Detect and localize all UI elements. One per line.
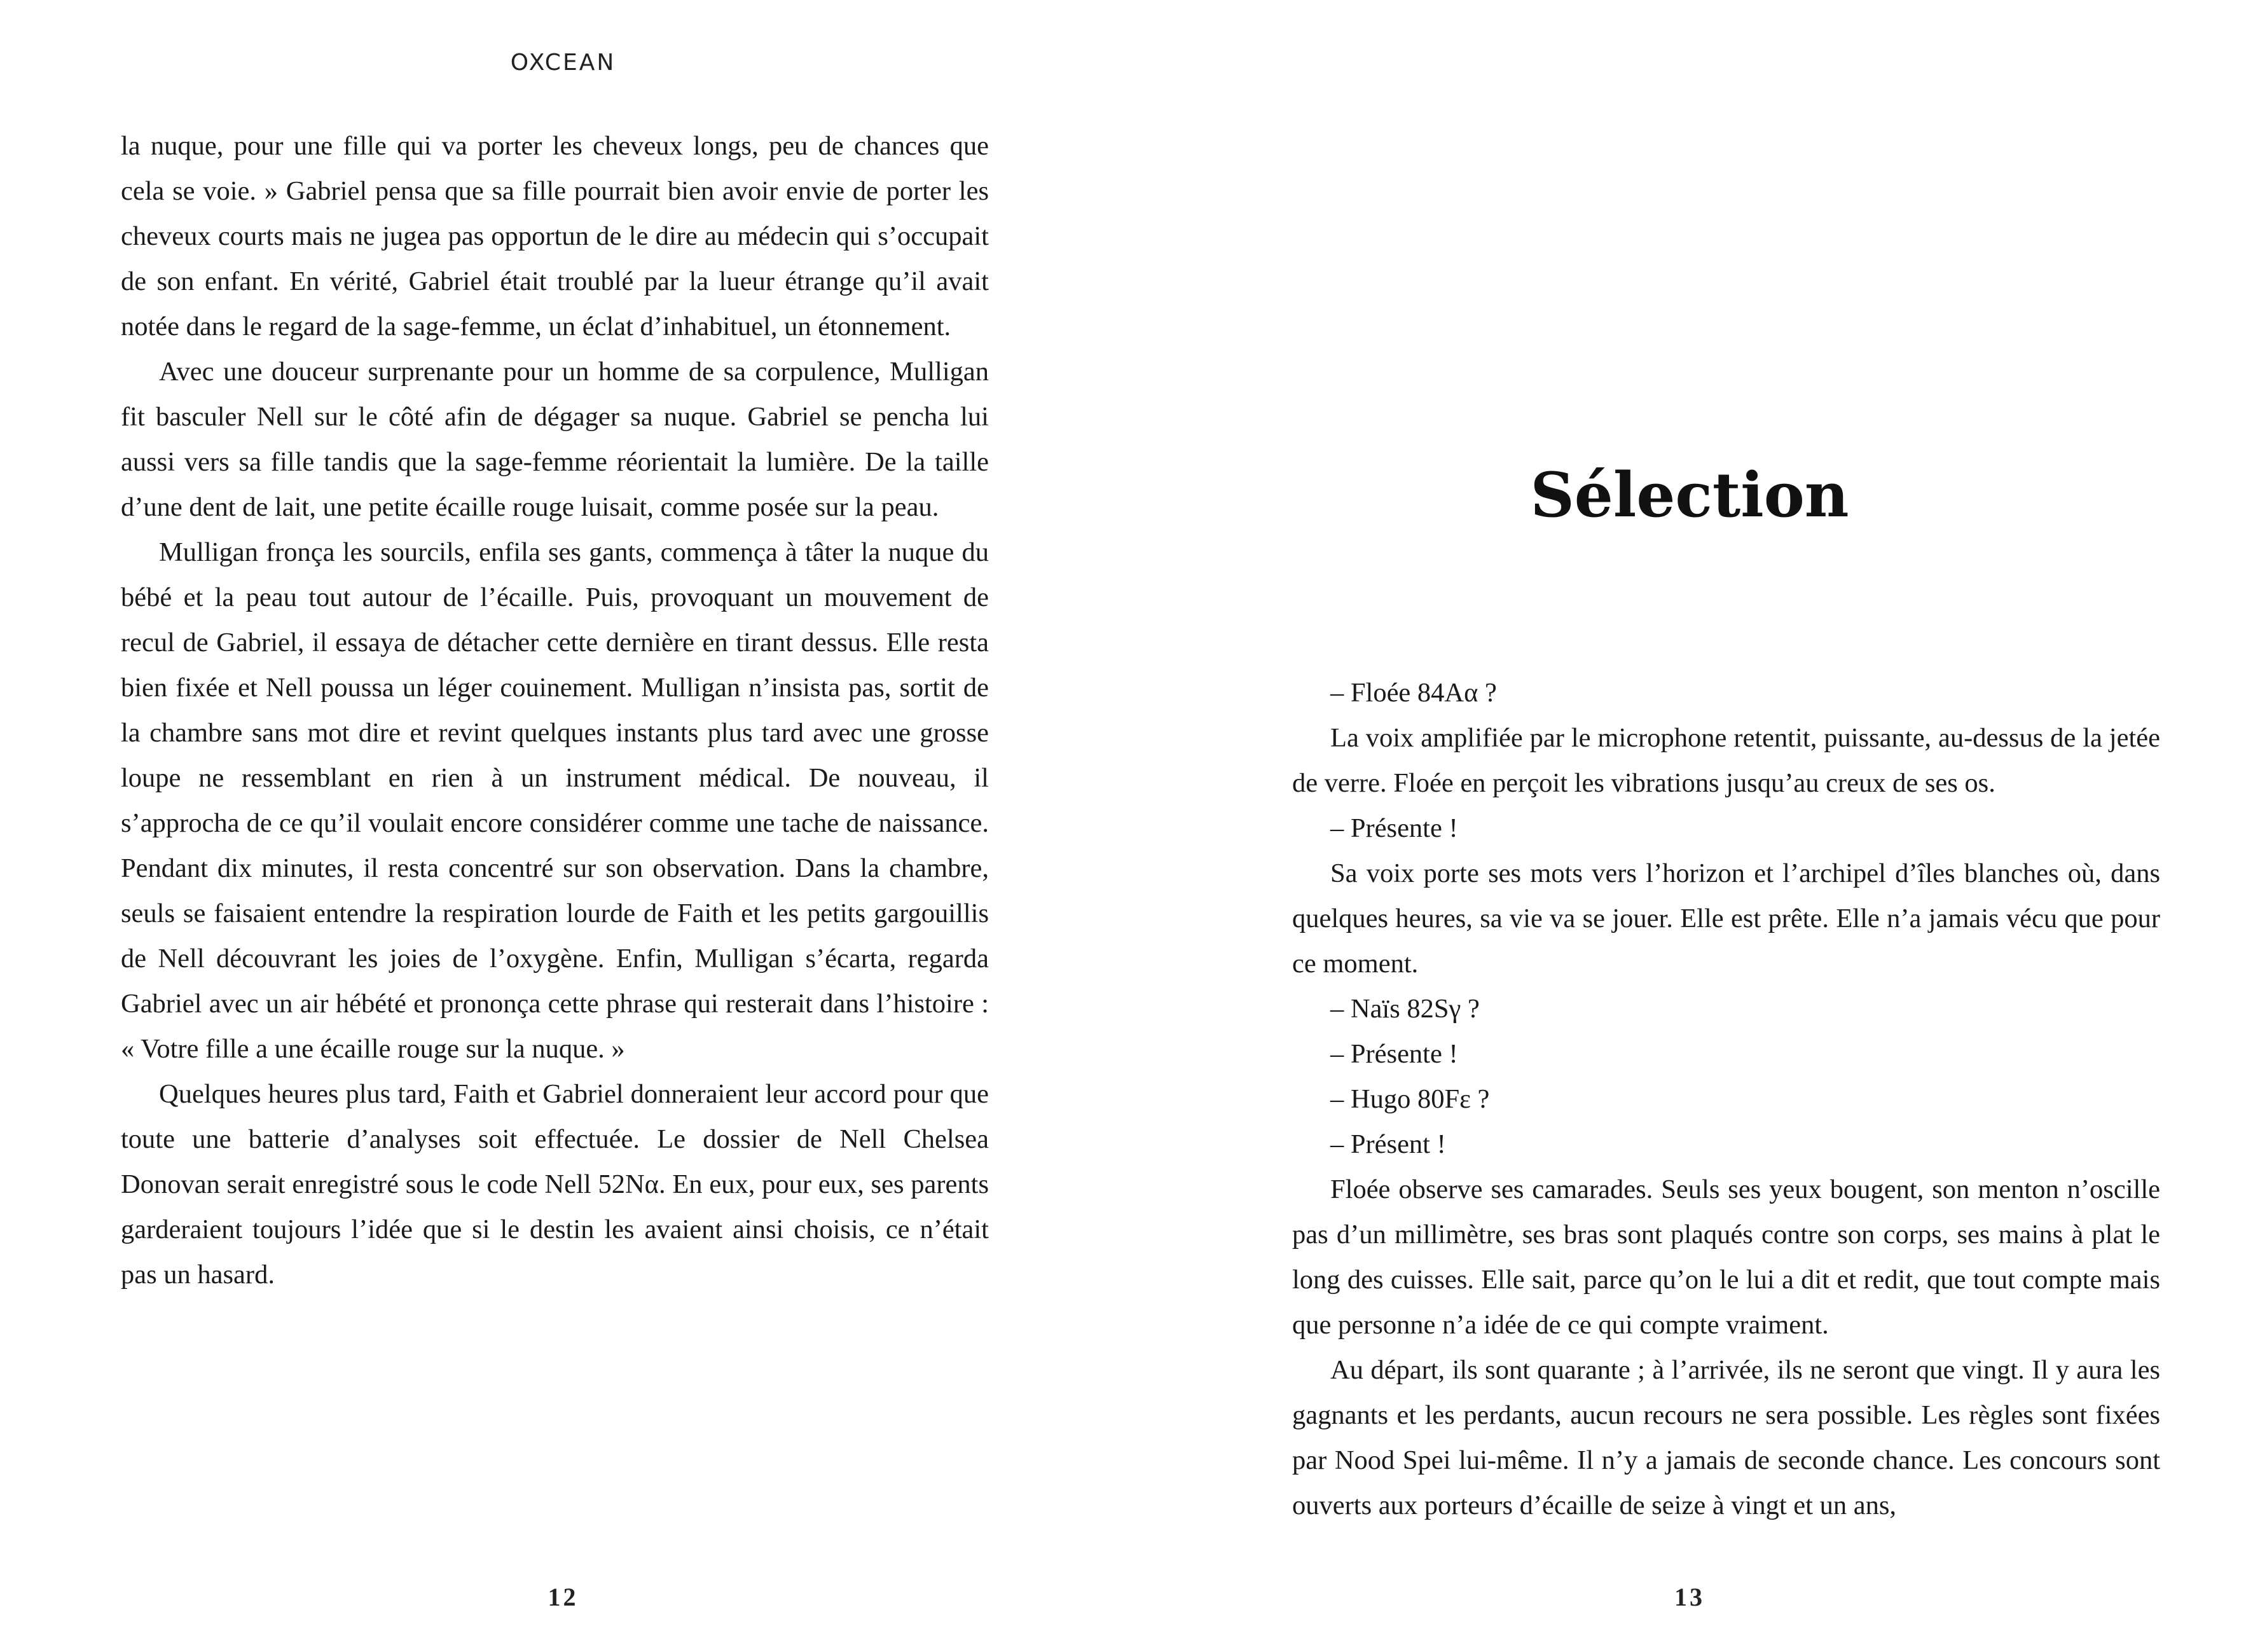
- dialogue-line: – Floée 84Aα ?: [1330, 678, 1497, 708]
- dialogue-line: – Présente !: [1330, 813, 1458, 843]
- paragraph: Floée observe ses camarades. Seuls ses yeux bougent, son menton n’oscille pas d’un millimètre, ses bras sont plaqués contre son corps, ses mains à plat le long des cuisses. Elle sait, parce qu’on le lui a dit et redit, que tout compte mais que personne n’a idée de ce qui compte vraiment.: [1292, 1174, 2160, 1340]
- dialogue-line: – Présente !: [1330, 1039, 1458, 1069]
- dialogue-line: – Naïs 82Sγ ?: [1330, 994, 1480, 1024]
- right-body-text: [1292, 670, 2160, 1528]
- paragraph: La voix amplifiée par le microphone retentit, puissante, au-dessus de la jetée de verre. Floée en perçoit les vibrations jusqu’au creux de ses os.: [1292, 723, 2160, 798]
- page-number: 13: [1674, 1583, 1705, 1611]
- paragraph: la nuque, pour une fille qui va porter les cheveux longs, peu de chances que cela se voie. » Gabriel pensa que sa fille pourrait bien avoir envie de porter les cheveux courts mais ne jugea pas opportun de le dire au médecin qui s’occupait de son enfant. En vérité, Gabriel était troublé par la lueur étrange qu’il avait notée dans le regard de la sage-femme, un éclat d’inhabituel, un étonnement.: [121, 131, 989, 341]
- paragraph: Mulligan fronça les sourcils, enfila ses gants, commença à tâter la nuque du bébé et la peau tout autour de l’écaille. Puis, provoquant un mouvement de recul de Gabriel, il essaya de détacher cette dernière en tirant dessus. Elle resta bien fixée et Nell poussa un léger couinement. Mulligan n’insista pas, sortit de la chambre sans mot dire et revint quelques instants plus tard avec une grosse loupe ne ressemblant en rien à un instrument médical. De nouveau, il s’approcha de ce qu’il voulait encore considérer comme une tache de naissance. Pendant dix minutes, il resta concentré sur son observation. Dans la chambre, seuls se faisaient entendre la respiration lourde de Faith et les petits gargouillis de Nell découvrant les joies de l’oxygène. Enfin, Mulligan s’écarta, regarda Gabriel avec un air hébété et prononça cette phrase qui resterait dans l’histoire : « Votre fille a une écaille rouge sur la nuque. »: [121, 537, 989, 1064]
- paragraph: Au départ, ils sont quarante ; à l’arrivée, ils ne seront que vingt. Il y aura les gagnants et les perdants, aucun recours ne sera possible. Les règles sont fixées par Nood Spei lui-même. Il n’y a jamais de seconde chance. Les concours sont ouverts aux porteurs d’écaille de seize à vingt et un ans,: [1292, 1355, 2160, 1520]
- page-number: 12: [548, 1583, 579, 1611]
- running-head: OXCEAN: [510, 50, 616, 76]
- dialogue-line: – Hugo 80Fε ?: [1330, 1084, 1490, 1114]
- paragraph: Avec une douceur surprenante pour un homme de sa corpulence, Mulligan fit basculer Nell sur le côté afin de dégager sa nuque. Gabriel se pencha lui aussi vers sa fille tandis que la sage-femme réorientait la lumière. De la taille d’une dent de lait, une petite écaille rouge luisait, comme posée sur la peau.: [121, 357, 989, 522]
- chapter-title: Sélection: [1530, 459, 1849, 531]
- paragraph: Quelques heures plus tard, Faith et Gabriel donneraient leur accord pour que toute une batterie d’analyses soit effectuée. Le dossier de Nell Chelsea Donovan serait enregistré sous le code Nell 52Nα. En eux, pour eux, ses parents garderaient toujours l’idée que si le destin les avaient ainsi choisis, ce n’était pas un hasard.: [121, 1079, 989, 1290]
- paragraph: Sa voix porte ses mots vers l’horizon et l’archipel d’îles blanches où, dans quelques heures, sa vie va se jouer. Elle est prête. Elle n’a jamais vécu que pour ce moment.: [1292, 858, 2160, 979]
- dialogue-line: – Présent !: [1330, 1129, 1446, 1159]
- left-page: [0, 0, 1126, 1652]
- right-page: [1126, 0, 2253, 1652]
- left-body-text: [121, 123, 989, 1297]
